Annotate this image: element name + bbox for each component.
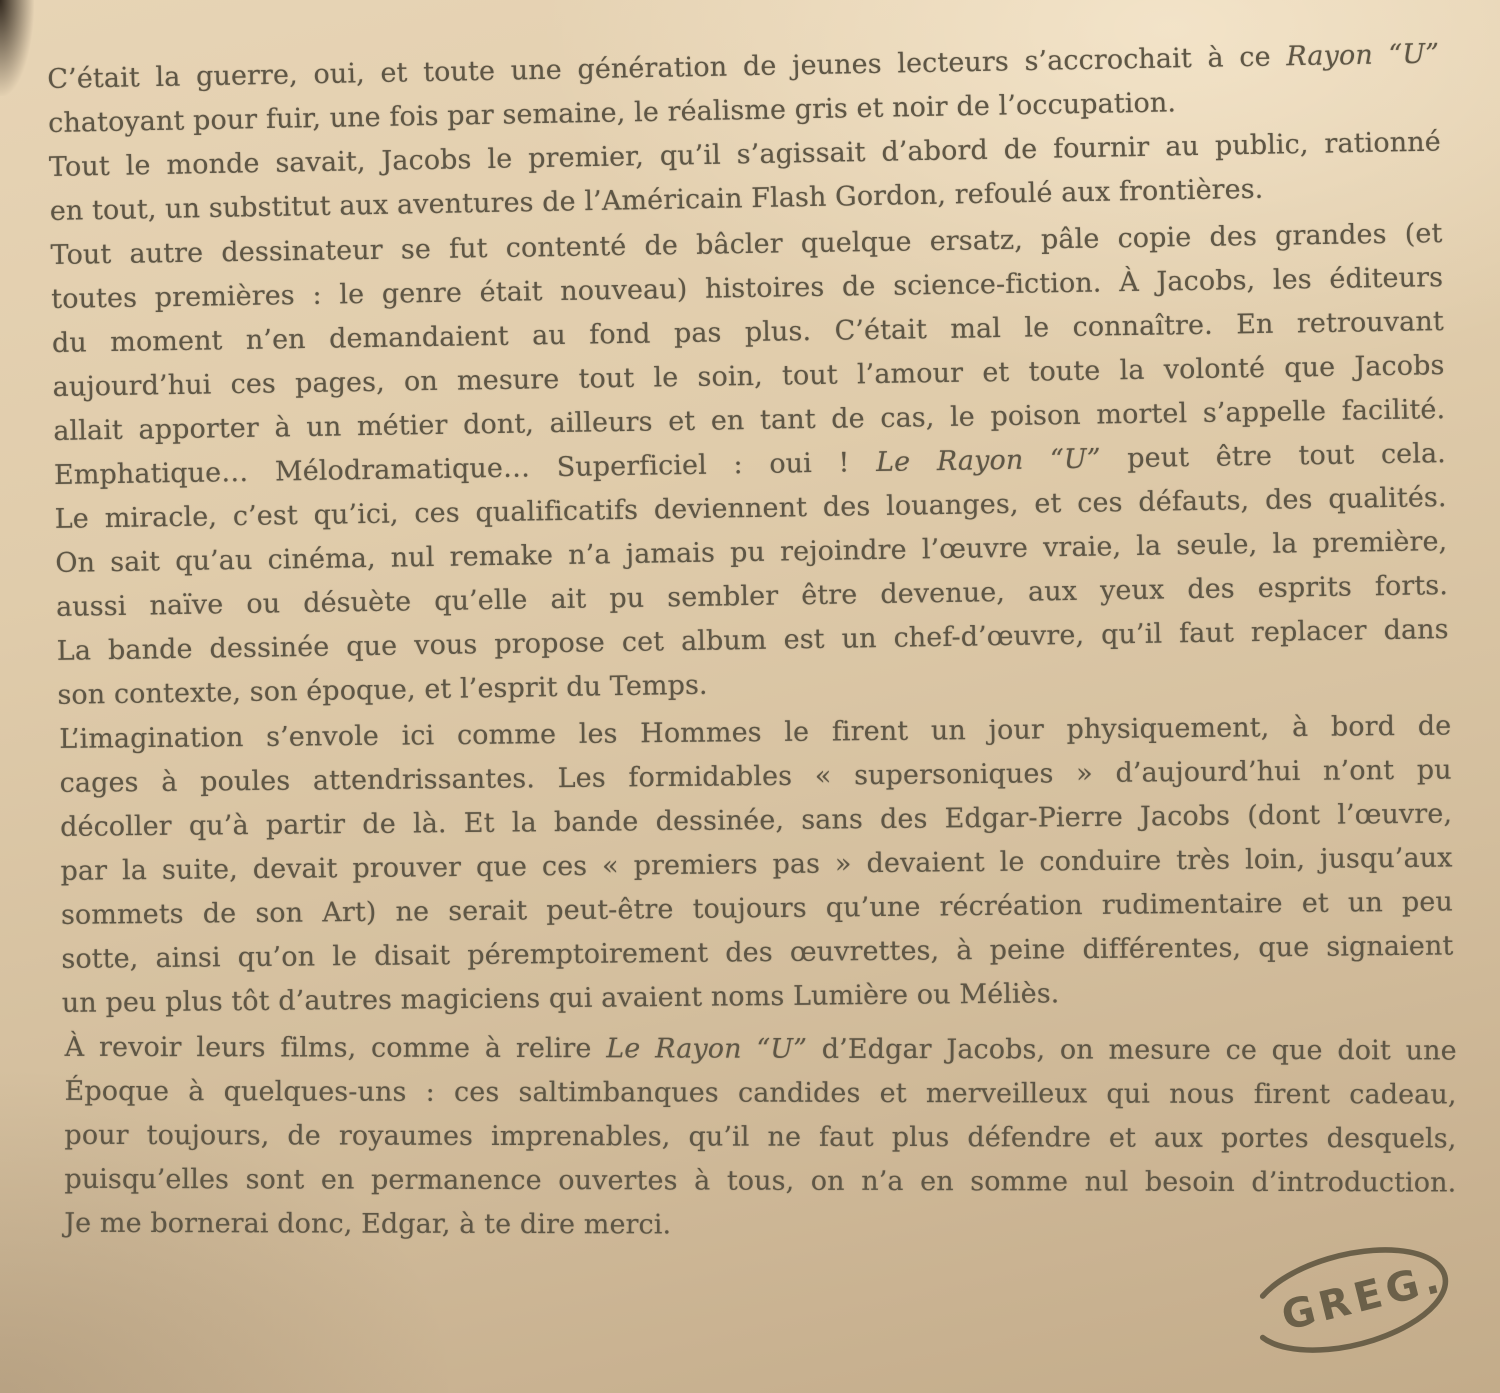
text-line: chatoyant pour fuir, une fois par semaine, le réalisme gris et noir de l’occupation.	[47, 87, 1177, 139]
page-text-column	[47, 32, 1461, 1245]
text-line: aujourd’hui ces pages, on mesure tout le soin, tout l’amour et toute la volonté que Jacobs	[52, 350, 1445, 403]
text-line: toutes premières : le genre était nouveau) histoires de science-fiction. À Jacobs, les éditeurs	[51, 262, 1444, 315]
text-line: sommets de son Art) ne serait peut-être toujours qu’une récréation rudimentaire et un peu	[60, 886, 1454, 931]
text-line: son contexte, son époque, et l’esprit du Temps.	[57, 669, 708, 711]
paragraph	[59, 705, 1454, 1026]
photo-corner-shadow	[0, 0, 34, 96]
text-line: par la suite, devait prouver que ces « premiers pas » devaient le conduire très loin, jusqu’aux	[60, 842, 1453, 887]
text-line: en tout, un substitut aux aventures de l’Américain Flash Gordon, refoulé aux frontières.	[49, 173, 1264, 227]
text-line: pour toujours, de royaumes imprenables, qu’il ne faut plus défendre et aux portes desquels,	[64, 1119, 1457, 1155]
text-line: allait apporter à un métier dont, ailleurs et en tant de cas, le poison mortel s’appelle facilité.	[53, 394, 1446, 447]
text-line: Le miracle, c’est qu’ici, ces qualificatifs deviennent des louanges, et ces défauts, des qualités.	[54, 482, 1447, 535]
text-segment: d’Edgar Jacobs, on mesure ce que doit une	[807, 1033, 1457, 1067]
text-line: du moment n’en demandaient au fond pas plus. C’était mal le connaître. En retrouvant	[51, 306, 1445, 359]
text-line: Tout autre dessinateur se fut contenté de bâcler quelque ersatz, pâle copie des grandes (et	[50, 218, 1443, 271]
text-line: aussi naïve ou désuète qu’elle ait pu sembler être devenue, aux yeux des esprits forts.	[55, 570, 1449, 623]
text-line: Je me bornerai donc, Edgar, à te dire merci.	[64, 1207, 672, 1241]
text-line: Époque à quelques-uns : ces saltimbanques candides et merveilleux qui nous firent cadeau,	[64, 1075, 1457, 1111]
text-line: L’imagination s’envole ici comme les Hommes le firent un jour physiquement, à bord de	[59, 710, 1452, 755]
text-line: On sait qu’au cinéma, nul remake n’a jamais pu rejoindre l’œuvre vraie, la seule, la première,	[55, 526, 1448, 579]
text-line	[65, 1026, 1457, 1074]
text-line: décoller qu’à partir de là. Et la bande dessinée, sans des Edgar-Pierre Jacobs (dont l’œuvre,	[59, 798, 1453, 843]
paragraph	[50, 212, 1449, 718]
text-line: un peu plus tôt d’autres magiciens qui avaient noms Lumière ou Méliès.	[61, 978, 1060, 1019]
text-line: La bande dessinée que vous propose cet album est un chef-d’œuvre, qu’il faut replacer dans	[56, 614, 1449, 667]
italic-title: Rayon “U”	[1286, 38, 1440, 73]
greg-signature	[1218, 1212, 1480, 1388]
italic-title: Le Rayon “U”	[606, 1033, 808, 1065]
text-line: cages à poules attendrissantes. Les formidables « supersoniques » d’aujourd’hui n’ont pu	[59, 754, 1452, 799]
text-segment: C’était la guerre, oui, et toute une génération de jeunes lecteurs s’accrochait à ce	[47, 41, 1287, 95]
text-segment: peut être tout cela.	[1100, 438, 1447, 475]
text-segment: À revoir leurs films, comme à relire	[64, 1031, 607, 1065]
text-line: sotte, ainsi qu’on le disait péremptoirement des œuvrettes, à peine différentes, que signaient	[61, 930, 1454, 975]
signature-name: GREG.	[1276, 1254, 1449, 1340]
text-line: puisqu’elles sont en permanence ouvertes à tous, on n’a en somme nul besoin d’introduction.	[64, 1163, 1457, 1199]
text-line: Tout le monde savait, Jacobs le premier, qu’il s’agissait d’abord de fournir au public, rationné	[48, 126, 1442, 183]
text-segment: Emphatique… Mélodramatique… Superficiel : oui !	[53, 447, 877, 491]
italic-title: Le Rayon “U”	[875, 443, 1101, 479]
